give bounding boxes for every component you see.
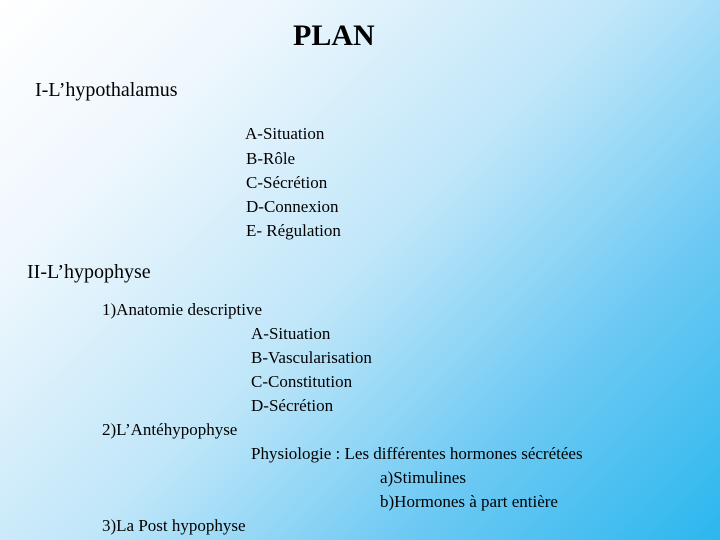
physiologie-subitem-stimulines: a)Stimulines bbox=[380, 468, 466, 487]
anatomie-item-vascularisation: B-Vascularisation bbox=[251, 348, 372, 367]
anatomie-item-situation: A-Situation bbox=[251, 324, 331, 343]
physiologie-subitem-hormones: b)Hormones à part entière bbox=[380, 492, 558, 511]
hypothalamus-item-secretion: C-Sécrétion bbox=[246, 173, 328, 192]
anatomie-item-constitution: C-Constitution bbox=[251, 372, 353, 391]
hypothalamus-item-regulation: E- Régulation bbox=[246, 221, 341, 240]
hypophyse-part-posthypophyse: 3)La Post hypophyse bbox=[102, 516, 246, 535]
hypophyse-part-anatomie: 1)Anatomie descriptive bbox=[102, 300, 263, 319]
section-hypothalamus-heading: I-L’hypothalamus bbox=[35, 79, 178, 101]
hypophyse-part-antehypophyse: 2)L’Antéhypophyse bbox=[102, 420, 238, 439]
antehypophyse-physiologie: Physiologie : Les différentes hormones sécrétées bbox=[251, 444, 583, 463]
anatomie-item-secretion: D-Sécrétion bbox=[251, 396, 334, 415]
hypothalamus-item-role: B-Rôle bbox=[246, 149, 296, 168]
slide-title: PLAN bbox=[293, 19, 375, 52]
hypothalamus-item-connexion: D-Connexion bbox=[246, 197, 339, 216]
section-hypophyse-heading: II-L’hypophyse bbox=[27, 261, 151, 283]
hypothalamus-item-situation: A-Situation bbox=[245, 124, 325, 143]
